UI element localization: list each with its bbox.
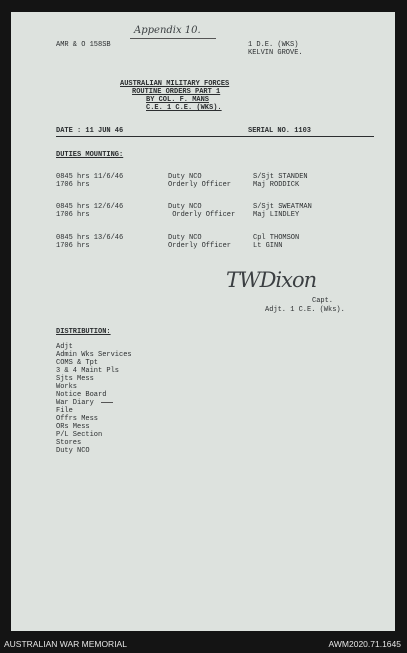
appendix-underline bbox=[130, 38, 216, 39]
serial-number: SERIAL NO. 1103 bbox=[248, 127, 312, 135]
unit-designation: 1 D.E. (WKS) bbox=[248, 41, 299, 49]
signatory-title: Adjt. 1 C.E. (Wks). bbox=[265, 306, 345, 314]
duty-time-end: 1706 hrs bbox=[56, 242, 90, 250]
duty-role-officer: Orderly Officer bbox=[168, 211, 236, 219]
duties-heading: DUTIES MOUNTING: bbox=[56, 151, 124, 159]
distribution-item: File bbox=[56, 407, 73, 415]
duty-nco-name: S/Sjt SWEATMAN bbox=[253, 203, 312, 211]
duty-officer-name: Maj RODDICK bbox=[253, 181, 300, 189]
duty-time-end: 1706 hrs bbox=[56, 181, 90, 189]
duty-role-officer: Orderly Officer bbox=[168, 181, 232, 189]
distribution-item: Sjts Mess bbox=[56, 375, 94, 383]
distribution-item: P/L Section bbox=[56, 431, 103, 439]
duty-officer-name: Maj LINDLEY bbox=[253, 211, 300, 219]
date-rule bbox=[56, 136, 374, 137]
title-line-1: AUSTRALIAN MILITARY FORCES bbox=[120, 80, 230, 88]
duty-role: Duty NCO bbox=[168, 234, 202, 242]
distribution-item: Adjt bbox=[56, 343, 73, 351]
distribution-item: Admin Wks Services bbox=[56, 351, 132, 359]
duty-nco-name: S/Sjt STANDEN bbox=[253, 173, 308, 181]
signatory-rank: Capt. bbox=[312, 297, 334, 305]
title-line-2: ROUTINE ORDERS PART 1 bbox=[132, 88, 221, 96]
distribution-item: Offrs Mess bbox=[56, 415, 99, 423]
footer-accession-number: AWM2020.71.1645 bbox=[328, 639, 401, 649]
duty-time-start: 0845 hrs 13/6/46 bbox=[56, 234, 124, 242]
war-diary-pen-mark bbox=[101, 402, 113, 403]
duty-time-start: 0845 hrs 12/6/46 bbox=[56, 203, 124, 211]
duty-time-end: 1706 hrs bbox=[56, 211, 90, 219]
distribution-item: ORs Mess bbox=[56, 423, 90, 431]
order-date: DATE : 11 JUN 46 bbox=[56, 127, 124, 135]
distribution-item: COMS & Tpt bbox=[56, 359, 99, 367]
handwritten-signature: TWDixon bbox=[226, 268, 317, 292]
distribution-item: Works bbox=[56, 383, 78, 391]
distribution-item: Duty NCO bbox=[56, 447, 90, 455]
unit-location: KELVIN GROVE. bbox=[248, 49, 303, 57]
duty-officer-name: Lt GINN bbox=[253, 242, 283, 250]
duty-role: Duty NCO bbox=[168, 173, 202, 181]
distribution-item: 3 & 4 Maint Pls bbox=[56, 367, 120, 375]
duty-role: Duty NCO bbox=[168, 203, 202, 211]
duty-nco-name: Cpl THOMSON bbox=[253, 234, 300, 242]
reference-code: AMR & O 158SB bbox=[56, 41, 111, 49]
title-line-4: C.E. 1 C.E. (WKS). bbox=[146, 104, 222, 112]
footer-institution: AUSTRALIAN WAR MEMORIAL bbox=[4, 639, 127, 649]
duty-role-officer: Orderly Officer bbox=[168, 242, 232, 250]
distribution-item: War Diary bbox=[56, 399, 94, 407]
distribution-item: Stores bbox=[56, 439, 82, 447]
distribution-heading: DISTRIBUTION: bbox=[56, 328, 111, 336]
title-line-3: BY COL. F. MANS bbox=[146, 96, 210, 104]
appendix-annotation: Appendix 10. bbox=[134, 25, 201, 36]
distribution-item: Notice Board bbox=[56, 391, 107, 399]
duty-time-start: 0845 hrs 11/6/46 bbox=[56, 173, 124, 181]
